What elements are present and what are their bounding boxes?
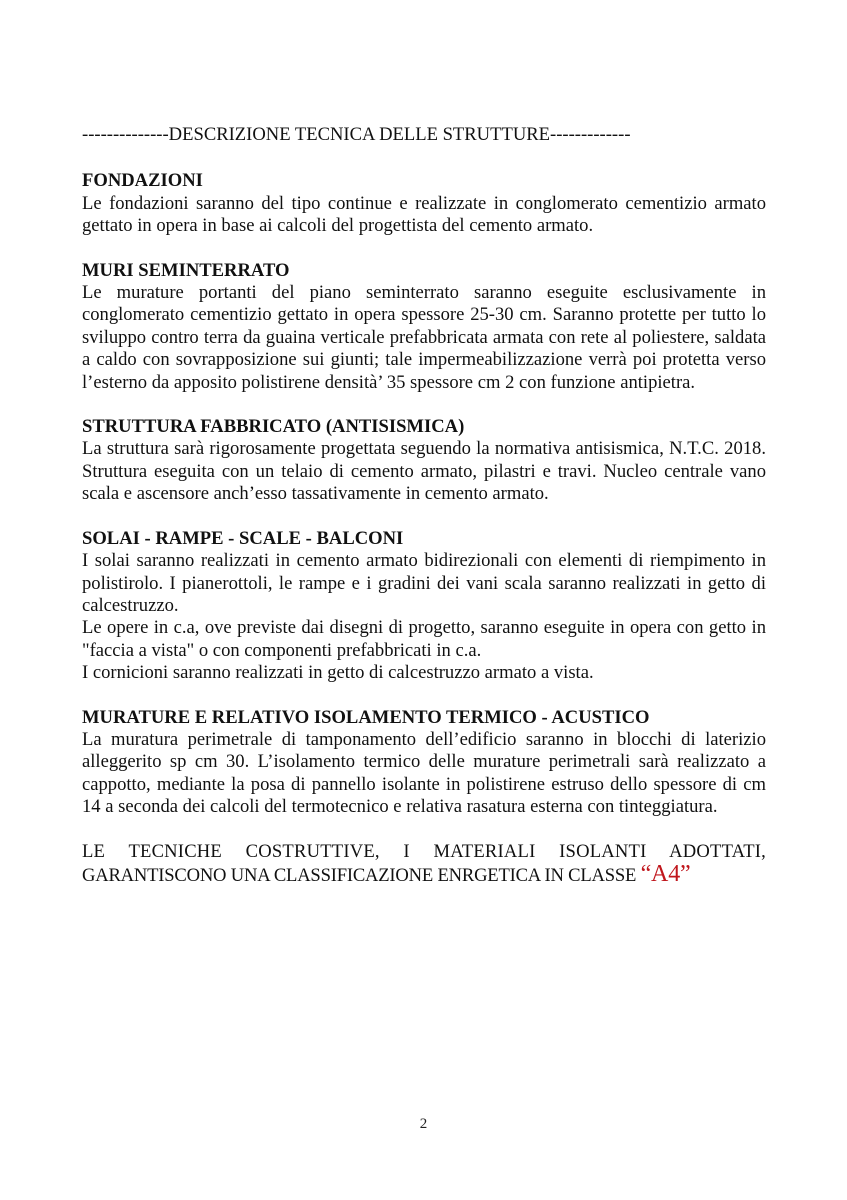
section-fondazioni bbox=[82, 170, 766, 237]
section-murature-isolamento bbox=[82, 707, 766, 819]
section-struttura-fabbricato bbox=[82, 416, 766, 506]
section-heading: FONDAZIONI bbox=[82, 170, 203, 192]
energy-class-badge: “A4” bbox=[640, 860, 691, 887]
section-solai-rampe-scale-balconi bbox=[82, 528, 766, 685]
document-title: --------------DESCRIZIONE TECNICA DELLE STRUTTURE------------- bbox=[82, 124, 631, 145]
section-paragraph: Le murature portanti del piano seminterrato saranno eseguite esclusivamente in conglomerato cementizio gettato in opera spessore 25-30 cm. Saranno protette per tutto lo sviluppo contro terra da guaina verticale prefabbricata armata con rete al poliestere, saldata a caldo con sovrapposizione sui giunti; tale impermeabilizzazione verrà poi protetta verso l’esterno da apposito polistirene densità’ 35 spessore cm 2 con funzione antipietra. bbox=[82, 282, 766, 393]
section-paragraph: Le fondazioni saranno del tipo continue e realizzate in conglomerato cementizio armato gettato in opera in base ai calcoli del progettista del cemento armato. bbox=[82, 192, 766, 237]
section-muri-seminterrato bbox=[82, 260, 766, 394]
section-heading: MURI SEMINTERRATO bbox=[82, 259, 290, 281]
page-number: 2 bbox=[419, 1116, 428, 1132]
closing-statement bbox=[82, 841, 766, 888]
section-paragraph: I solai saranno realizzati in cemento armato bidirezionali con elementi di riempimento in polistirolo. I pianerottoli, le rampe e i gradini dei vani scala saranno realizzati in getto di calcestruzzo. bbox=[82, 550, 766, 616]
section-paragraph: La muratura perimetrale di tamponamento dell’edificio saranno in blocchi di laterizio alleggerito sp cm 30. L’isolamento termico delle murature perimetrali sarà realizzato a cappotto, mediante la posa di pannello isolante in polistirene estruso dello spessore di cm 14 a seconda dei calcoli del termotecnico e relativa rasatura esterna con tinteggiatura. bbox=[82, 728, 766, 818]
section-heading: SOLAI - RAMPE - SCALE - BALCONI bbox=[82, 527, 404, 549]
section-heading: MURATURE E RELATIVO ISOLAMENTO TERMICO - ACUSTICO bbox=[82, 706, 650, 728]
section-paragraph: Le opere in c.a, ove previste dai disegni di progetto, saranno eseguite in opera con getto in "faccia a vista" o con componenti prefabbricati in c.a. bbox=[82, 617, 766, 661]
closing-line-2 bbox=[82, 860, 766, 887]
closing-line-1: LE TECNICHE COSTRUTTIVE, I MATERIALI ISOLANTI ADOTTATI, bbox=[82, 840, 766, 862]
section-paragraph: I cornicioni saranno realizzati in getto di calcestruzzo armato a vista. bbox=[82, 662, 594, 684]
document-page bbox=[82, 124, 766, 887]
section-paragraph: La struttura sarà rigorosamente progettata seguendo la normativa antisismica, N.T.C. 2018. Struttura eseguita con un telaio di cemento armato, pilastri e travi. Nucleo centrale vano scala e ascensore anch’esso tassativamente in cemento armato. bbox=[82, 438, 766, 505]
section-heading: STRUTTURA FABBRICATO (ANTISISMICA) bbox=[82, 416, 465, 438]
closing-line-2-text: GARANTISCONO UNA CLASSIFICAZIONE ENRGETICA IN CLASSE bbox=[82, 864, 641, 886]
